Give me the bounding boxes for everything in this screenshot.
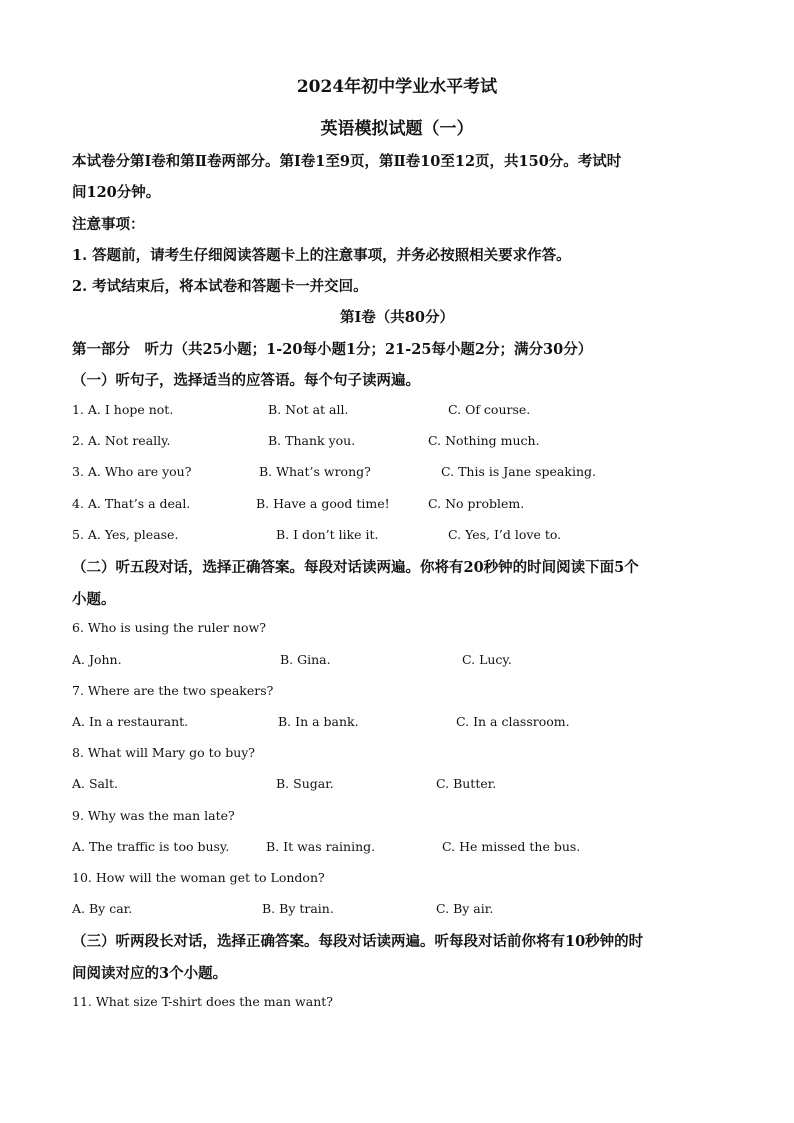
q7-option-a: A. In a restaurant.: [72, 714, 189, 729]
q5-option-c: C. Yes, I’d love to.: [448, 527, 562, 542]
q9-question: 9. Why was the man late?: [72, 808, 235, 823]
q4-option-c: C. No problem.: [428, 496, 525, 511]
section2-heading-line-1: （二）听五段对话，选择正确答案。每段对话读两遍。你将有20秒钟的时间阅读下面5个: [72, 559, 639, 576]
q7-option-b: B. In a bank.: [278, 714, 359, 729]
q8-option-a: A. Salt.: [72, 776, 118, 791]
q2-option-b: B. Thank you.: [268, 433, 356, 448]
q4-option-a: 4. A. That’s a deal.: [72, 496, 191, 511]
q6-option-c: C. Lucy.: [462, 652, 512, 667]
notes-heading: 注意事项：: [72, 216, 145, 233]
q6-question: 6. Who is using the ruler now?: [72, 620, 266, 635]
q10-option-c: C. By air.: [436, 901, 494, 916]
q9-option-c: C. He missed the bus.: [442, 839, 581, 854]
q10-option-b: B. By train.: [262, 901, 334, 916]
q2-option-c: C. Nothing much.: [428, 433, 540, 448]
intro-line-1: 本试卷分第Ⅰ卷和第Ⅱ卷两部分。第Ⅰ卷1至9页，第Ⅱ卷10至12页，共150分。考试时: [72, 153, 622, 170]
section3-heading-line-2: 间阅读对应的3个小题。: [72, 965, 228, 982]
q1-option-b: B. Not at all.: [268, 402, 349, 417]
q2-option-a: 2. A. Not really.: [72, 433, 171, 448]
q10-option-a: A. By car.: [72, 901, 133, 916]
intro-line-2: 间120分钟。: [72, 184, 161, 201]
q7-question: 7. Where are the two speakers?: [72, 683, 274, 698]
q6-option-b: B. Gina.: [280, 652, 331, 667]
exam-title: 2024年初中学业水平考试: [296, 77, 498, 97]
q11-question: 11. What size T-shirt does the man want?: [72, 994, 333, 1009]
section3-heading-line-1: （三）听两段长对话，选择正确答案。每段对话读两遍。听每段对话前你将有10秒钟的时: [72, 933, 644, 950]
part1-heading: 第一部分 听力（共25小题；1-20每小题1分；21-25每小题2分；满分30分）: [72, 341, 593, 358]
q3-option-b: B. What’s wrong?: [259, 464, 371, 479]
q3-option-c: C. This is Jane speaking.: [441, 464, 596, 479]
q8-option-c: C. Butter.: [436, 776, 497, 791]
q7-option-c: C. In a classroom.: [456, 714, 570, 729]
q3-option-a: 3. A. Who are you?: [72, 464, 192, 479]
volume-heading: 第Ⅰ卷（共80分）: [340, 309, 454, 326]
q10-question: 10. How will the woman get to London?: [72, 870, 325, 885]
q6-option-a: A. John.: [72, 652, 122, 667]
q9-option-b: B. It was raining.: [266, 839, 376, 854]
section1-heading: （一）听句子，选择适当的应答语。每个句子读两遍。: [72, 372, 420, 389]
note-2: 2. 考试结束后，将本试卷和答题卡一并交回。: [72, 278, 368, 295]
q1-option-c: C. Of course.: [448, 402, 531, 417]
q4-option-b: B. Have a good time!: [256, 496, 390, 511]
q1-option-a: 1. A. I hope not.: [72, 402, 174, 417]
q8-question: 8. What will Mary go to buy?: [72, 745, 256, 760]
section2-heading-line-2: 小题。: [72, 591, 116, 608]
q8-option-b: B. Sugar.: [276, 776, 334, 791]
note-1: 1. 答题前，请考生仔细阅读答题卡上的注意事项，并务必按照相关要求作答。: [72, 247, 571, 264]
q5-option-b: B. I don’t like it.: [276, 527, 379, 542]
exam-subtitle: 英语模拟试题（一）: [320, 119, 474, 139]
q9-option-a: A. The traffic is too busy.: [72, 839, 230, 854]
q5-option-a: 5. A. Yes, please.: [72, 527, 179, 542]
